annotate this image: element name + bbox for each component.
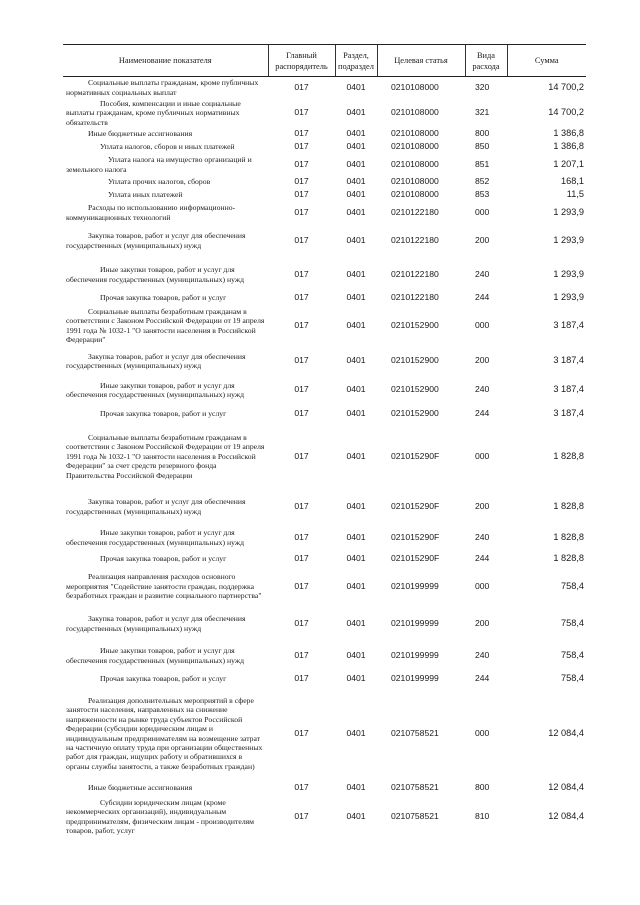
cell-section: 0401 (346, 319, 366, 330)
cell-sum: 758,4 (561, 580, 584, 591)
table-row (63, 305, 586, 347)
table-row (63, 347, 586, 376)
cell-name: Закупка товаров, работ и услуг для обеспечения государственных (муниципальных) нужд (66, 351, 246, 370)
cell-sum: 3 187,4 (553, 319, 584, 330)
cell-section: 0401 (346, 384, 366, 395)
cell-name: Социальные выплаты безработным гражданам в соответствии с Законом Российской Федерации от 19 апреля 1991 года № 1032-1 "О занятости населения в Российской Федерации" за счет средств резервного фонда Правительства Российской Федерации (66, 432, 265, 480)
cell-grbs: 017 (294, 580, 309, 591)
cell-grbs: 017 (294, 206, 309, 217)
budget-table (63, 44, 586, 838)
cell-article: 021015290F (391, 553, 440, 564)
cell-type: 000 (475, 206, 490, 217)
cell-name: Иные бюджетные ассигнования (88, 129, 193, 139)
cell-type: 800 (475, 782, 490, 793)
cell-article: 0210108000 (391, 107, 439, 118)
cell-section: 0401 (346, 206, 366, 217)
cell-type: 200 (475, 355, 490, 366)
table-row (63, 672, 586, 687)
table-row (63, 523, 586, 553)
cell-name: Иные закупки товаров, работ и услуг для обеспечения государственных (муниципальных) нужд (66, 265, 245, 284)
cell-type: 240 (475, 649, 490, 660)
cell-article: 0210122180 (391, 268, 439, 279)
cell-article: 0210122180 (391, 292, 439, 303)
cell-grbs: 017 (294, 384, 309, 395)
cell-section: 0401 (346, 292, 366, 303)
cell-grbs: 017 (294, 128, 309, 139)
table-row (63, 608, 586, 640)
cell-name: Иные закупки товаров, работ и услуг для обеспечения государственных (муниципальных) нужд (66, 528, 245, 547)
cell-name: Социальные выплаты гражданам, кроме публичных нормативных социальных выплат (66, 78, 259, 97)
cell-sum: 1 293,9 (553, 268, 584, 279)
table-row (63, 796, 586, 838)
header-sum: Сумма (507, 45, 586, 77)
table-row (63, 258, 586, 292)
cell-type: 240 (475, 268, 490, 279)
cell-grbs: 017 (294, 189, 309, 200)
cell-grbs: 017 (294, 158, 309, 169)
cell-sum: 3 187,4 (553, 407, 584, 418)
cell-type: 200 (475, 234, 490, 245)
cell-type: 320 (475, 82, 490, 93)
cell-article: 0210152900 (391, 355, 439, 366)
cell-grbs: 017 (294, 292, 309, 303)
cell-section: 0401 (346, 500, 366, 511)
cell-name: Иные закупки товаров, работ и услуг для обеспечения государственных (муниципальных) нужд (66, 380, 245, 399)
cell-section: 0401 (346, 450, 366, 461)
cell-sum: 12 084,4 (548, 727, 584, 738)
cell-sum: 1 293,9 (553, 206, 584, 217)
cell-sum: 1 828,8 (553, 500, 584, 511)
cell-grbs: 017 (294, 355, 309, 366)
cell-grbs: 017 (294, 176, 309, 187)
table-row (63, 781, 586, 796)
cell-article: 0210199999 (391, 673, 439, 684)
cell-type: 810 (475, 810, 490, 821)
header-article: Целевая статья (377, 45, 465, 77)
cell-sum: 758,4 (561, 649, 584, 660)
cell-sum: 1 386,8 (553, 128, 584, 139)
cell-sum: 1 293,9 (553, 292, 584, 303)
cell-name: Прочая закупка товаров, работ и услуг (100, 293, 227, 303)
table-row (63, 292, 586, 305)
cell-type: 000 (475, 450, 490, 461)
cell-sum: 12 084,4 (548, 810, 584, 821)
cell-grbs: 017 (294, 234, 309, 245)
cell-sum: 12 084,4 (548, 782, 584, 793)
cell-grbs: 017 (294, 531, 309, 542)
cell-type: 800 (475, 128, 490, 139)
header-name: Наименование показателя (63, 45, 268, 77)
cell-grbs: 017 (294, 319, 309, 330)
cell-section: 0401 (346, 782, 366, 793)
cell-section: 0401 (346, 158, 366, 169)
table-row (63, 189, 586, 202)
cell-name: Закупка товаров, работ и услуг для обеспечения государственных (муниципальных) нужд (66, 614, 246, 633)
cell-name: Прочая закупка товаров, работ и услуг (100, 408, 227, 418)
cell-article: 0210122180 (391, 206, 439, 217)
cell-section: 0401 (346, 268, 366, 279)
cell-sum: 3 187,4 (553, 384, 584, 395)
cell-sum: 14 700,2 (548, 107, 584, 118)
cell-section: 0401 (346, 531, 366, 542)
cell-name: Иные бюджетные ассигнования (88, 783, 193, 793)
cell-section: 0401 (346, 234, 366, 245)
cell-name: Уплата прочих налогов, сборов (108, 177, 211, 187)
cell-article: 0210122180 (391, 234, 439, 245)
cell-grbs: 017 (294, 727, 309, 738)
table-row (63, 376, 586, 405)
cell-section: 0401 (346, 355, 366, 366)
cell-grbs: 017 (294, 782, 309, 793)
table-row (63, 553, 586, 566)
cell-section: 0401 (346, 673, 366, 684)
cell-type: 200 (475, 617, 490, 628)
cell-article: 0210199999 (391, 580, 439, 591)
cell-sum: 11,5 (566, 189, 584, 200)
cell-section: 0401 (346, 617, 366, 628)
cell-section: 0401 (346, 810, 366, 821)
cell-grbs: 017 (294, 553, 309, 564)
cell-section: 0401 (346, 107, 366, 118)
header-grbs: Главный распорядитель (268, 45, 335, 77)
cell-article: 021015290F (391, 531, 440, 542)
cell-type: 852 (475, 176, 490, 187)
cell-article: 0210108000 (391, 189, 439, 200)
cell-sum: 1 207,1 (553, 158, 584, 169)
cell-name: Уплата налога на имущество организаций и земельного налога (66, 155, 252, 174)
cell-type: 000 (475, 580, 490, 591)
cell-grbs: 017 (294, 268, 309, 279)
cell-section: 0401 (346, 82, 366, 93)
cell-sum: 3 187,4 (553, 355, 584, 366)
cell-section: 0401 (346, 649, 366, 660)
cell-grbs: 017 (294, 810, 309, 821)
cell-section: 0401 (346, 580, 366, 591)
cell-name: Закупка товаров, работ и услуг для обеспечения государственных (муниципальных) нужд (66, 231, 246, 250)
cell-section: 0401 (346, 189, 366, 200)
cell-type: 240 (475, 531, 490, 542)
cell-grbs: 017 (294, 500, 309, 511)
cell-type: 244 (475, 673, 490, 684)
table-row (63, 77, 586, 99)
table-row (63, 176, 586, 189)
cell-article: 021015290F (391, 500, 440, 511)
table-row (63, 687, 586, 781)
cell-type: 321 (475, 107, 490, 118)
table-row (63, 566, 586, 608)
cell-name: Прочая закупка товаров, работ и услуг (100, 674, 227, 684)
table-row (63, 141, 586, 154)
cell-article: 0210152900 (391, 319, 439, 330)
cell-name: Расходы по использованию информационно-коммуникационных технологий (66, 203, 236, 222)
cell-grbs: 017 (294, 617, 309, 628)
cell-article: 0210108000 (391, 176, 439, 187)
cell-article: 0210758521 (391, 727, 439, 738)
cell-grbs: 017 (294, 649, 309, 660)
cell-name: Уплата налогов, сборов и иных платежей (100, 142, 235, 152)
table-row (63, 405, 586, 423)
cell-grbs: 017 (294, 82, 309, 93)
table-row (63, 491, 586, 523)
table-row (63, 423, 586, 491)
cell-article: 0210152900 (391, 384, 439, 395)
cell-section: 0401 (346, 176, 366, 187)
table-row (63, 128, 586, 141)
cell-type: 240 (475, 384, 490, 395)
cell-section: 0401 (346, 141, 366, 152)
table-row (63, 640, 586, 672)
cell-grbs: 017 (294, 107, 309, 118)
cell-grbs: 017 (294, 673, 309, 684)
cell-sum: 1 386,8 (553, 141, 584, 152)
cell-article: 0210108000 (391, 158, 439, 169)
cell-section: 0401 (346, 553, 366, 564)
cell-type: 244 (475, 407, 490, 418)
cell-sum: 758,4 (561, 617, 584, 628)
cell-name: Пособия, компенсации и иные социальные выплаты гражданам, кроме публичных нормативных обязательств (66, 98, 241, 127)
table-row (63, 202, 586, 224)
cell-grbs: 017 (294, 407, 309, 418)
cell-name: Прочая закупка товаров, работ и услуг (100, 554, 227, 564)
cell-article: 0210199999 (391, 649, 439, 660)
header-type: Вида расхода (465, 45, 507, 77)
cell-type: 000 (475, 727, 490, 738)
cell-type: 000 (475, 319, 490, 330)
table-row (63, 99, 586, 128)
cell-type: 853 (475, 189, 490, 200)
cell-sum: 14 700,2 (548, 82, 584, 93)
cell-section: 0401 (346, 407, 366, 418)
cell-grbs: 017 (294, 450, 309, 461)
cell-grbs: 017 (294, 141, 309, 152)
table-row (63, 154, 586, 176)
cell-type: 200 (475, 500, 490, 511)
cell-name: Социальные выплаты безработным гражданам в соответствии с Законом Российской Федерации от 19 апреля 1991 года № 1032-1 "О занятости населения в Российской Федерации" (66, 306, 265, 344)
cell-sum: 1 828,8 (553, 531, 584, 542)
cell-article: 0210758521 (391, 782, 439, 793)
cell-section: 0401 (346, 727, 366, 738)
cell-sum: 1 293,9 (553, 234, 584, 245)
table-header (63, 45, 586, 77)
cell-article: 0210758521 (391, 810, 439, 821)
cell-name: Иные закупки товаров, работ и услуг для обеспечения государственных (муниципальных) нужд (66, 646, 245, 665)
cell-sum: 758,4 (561, 673, 584, 684)
cell-name: Закупка товаров, работ и услуг для обеспечения государственных (муниципальных) нужд (66, 497, 246, 516)
cell-name: Уплата иных платежей (108, 190, 183, 200)
cell-sum: 1 828,8 (553, 450, 584, 461)
cell-type: 851 (475, 158, 490, 169)
cell-name: Субсидии юридическим лицам (кроме некоммерческих организаций), индивидуальным предпринимателям, физическим лицам - производителям товаров, работ, услуг (66, 797, 255, 835)
cell-type: 244 (475, 292, 490, 303)
cell-name: Реализация дополнительных мероприятий в сфере занятости населения, направленных на снижение напряженности на рынке труда субъектов Российской Федерации (субсидии юридическим лицам и индивидуальным предпринимателям на возмещение затрат на частичную оплату труда при организации общественных работ для граждан, ищущих работу и обратившихся в органы службы занятости, а также безработных граждан) (66, 695, 263, 771)
cell-type: 850 (475, 141, 490, 152)
table-row (63, 224, 586, 258)
cell-article: 0210108000 (391, 128, 439, 139)
cell-sum: 1 828,8 (553, 553, 584, 564)
cell-name: Реализация направления расходов основного мероприятия "Содействие занятости граждан, поддержка безработных граждан и развитие социального партнерства" (66, 572, 262, 601)
cell-article: 0210199999 (391, 617, 439, 628)
cell-sum: 168,1 (561, 176, 584, 187)
cell-type: 244 (475, 553, 490, 564)
cell-article: 0210108000 (391, 141, 439, 152)
cell-article: 0210108000 (391, 82, 439, 93)
table-body (63, 77, 586, 838)
cell-article: 0210152900 (391, 407, 439, 418)
cell-section: 0401 (346, 128, 366, 139)
cell-article: 021015290F (391, 450, 440, 461)
header-section: Раздел, подраздел (335, 45, 377, 77)
